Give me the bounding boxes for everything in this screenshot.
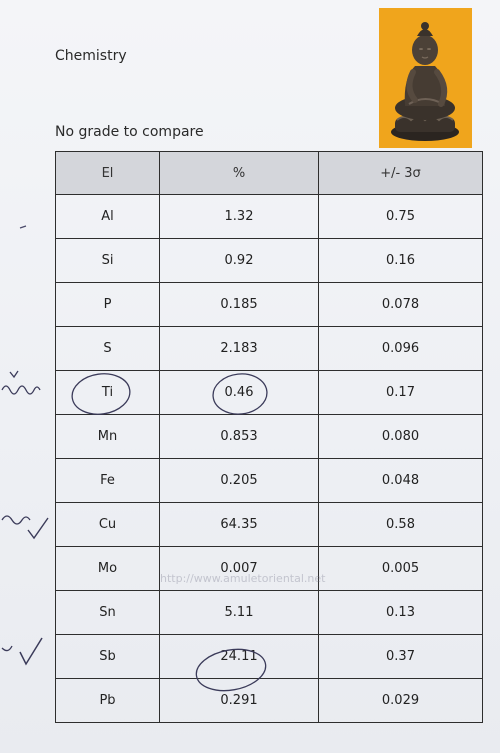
sigma-cell: 0.13 [319,591,483,635]
percent-cell: 5.11 [160,591,319,635]
table-row [56,679,483,723]
element-cell: Sb [56,635,160,679]
element-cell: Mo [56,547,160,591]
element-cell: Mn [56,415,160,459]
document-title: Chemistry [55,48,127,64]
watermark: http://www.amuletoriental.net [160,572,326,585]
percent-cell: 64.35 [160,503,319,547]
sigma-cell: 0.16 [319,239,483,283]
column-header-percent: % [160,152,319,195]
percent-cell: 0.205 [160,459,319,503]
percent-cell: 2.183 [160,327,319,371]
table-row [56,283,483,327]
sigma-cell: 0.080 [319,415,483,459]
sigma-cell: 0.17 [319,371,483,415]
table-row [56,371,483,415]
element-cell: S [56,327,160,371]
sigma-cell: 0.37 [319,635,483,679]
element-cell: Al [56,195,160,239]
comparison-note: No grade to compare [55,124,204,140]
sigma-cell: 0.75 [319,195,483,239]
element-cell: Ti [56,371,160,415]
table-row [56,459,483,503]
element-cell: Sn [56,591,160,635]
sigma-cell: 0.096 [319,327,483,371]
sigma-cell: 0.078 [319,283,483,327]
table-header-row [56,152,483,195]
percent-cell: 0.185 [160,283,319,327]
percent-cell: 24.11 [160,635,319,679]
percent-cell: 0.46 [160,371,319,415]
chemistry-table [55,151,483,723]
element-cell: Cu [56,503,160,547]
sigma-cell: 0.58 [319,503,483,547]
column-header-element: El [56,152,160,195]
table-row [56,239,483,283]
element-cell: Fe [56,459,160,503]
percent-cell: 0.92 [160,239,319,283]
element-cell: P [56,283,160,327]
table-row [56,415,483,459]
table-row [56,503,483,547]
column-header-sigma: +/- 3σ [319,152,483,195]
element-cell: Si [56,239,160,283]
sigma-cell: 0.048 [319,459,483,503]
sigma-cell: 0.005 [319,547,483,591]
percent-cell: 0.291 [160,679,319,723]
buddha-statue-image [379,8,472,148]
table-row [56,195,483,239]
percent-cell: 1.32 [160,195,319,239]
table-row [56,591,483,635]
table-row [56,327,483,371]
sigma-cell: 0.029 [319,679,483,723]
table-row [56,635,483,679]
percent-cell: 0.853 [160,415,319,459]
element-cell: Pb [56,679,160,723]
percent-cell: 0.007 [160,547,319,591]
